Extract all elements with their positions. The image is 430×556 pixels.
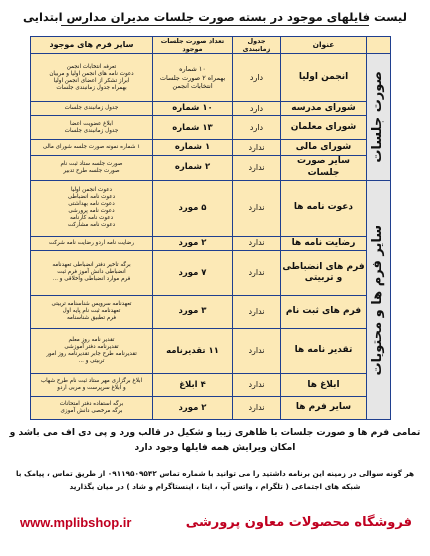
row-other-forms [31, 374, 153, 397]
row-title: انجمن اولیا [281, 54, 367, 102]
row-other-forms-line: دعوت نامه مشارکت [67, 222, 116, 229]
group-minutes [367, 54, 391, 180]
row-other-forms [31, 54, 153, 102]
table-row [31, 236, 391, 251]
row-count-line: ۱ شماره [174, 142, 211, 153]
files-table [30, 36, 391, 420]
row-count [153, 328, 233, 374]
row-other-forms-line: دعوت نامه انضباطی [67, 194, 116, 201]
row-other-forms-line: صورت جلسه طرح تدبیر [63, 167, 120, 174]
row-title: تقدیر نامه ها [281, 328, 367, 374]
row-schedule-status: ندارد [233, 328, 281, 374]
header-count: تعداد صورت جلسات موجود [153, 37, 233, 54]
row-other-forms-line: دعوت نامه های انجمن اولیا و مربیان [49, 70, 134, 77]
row-count-line: ۱۰ شماره [179, 65, 206, 74]
row-schedule-status: ندارد [233, 236, 281, 251]
row-count [153, 140, 233, 156]
page-title: لیست فایلهای موجود در بسته صورت جلسات مدیران مدارس ابتدایی [6, 6, 424, 28]
row-count [153, 374, 233, 397]
row-schedule-status: دارد [233, 101, 281, 116]
row-count-line: ۳ مورد [178, 306, 207, 317]
row-other-forms-line: ابلاغ عضویت اعضا [70, 120, 113, 127]
row-schedule-status: ندارد [233, 397, 281, 420]
row-other-forms-line: ابلاغ برگزاری مهر ستاد ثبت نام طرح شهاب [40, 378, 143, 385]
row-other-forms [31, 236, 153, 251]
row-other-forms [31, 328, 153, 374]
group-other-forms [367, 180, 391, 419]
row-other-forms [31, 180, 153, 236]
group-label: صورت جلسات [370, 71, 386, 163]
table-row [31, 374, 391, 397]
shop-website-link[interactable]: www.mplibshop.ir [20, 515, 132, 530]
row-count-line: ۲ مورد [178, 402, 207, 413]
row-other-forms-line: تعهدنامه ثبت نام پایه اول [62, 308, 121, 315]
row-other-forms-line: جدول زمانبندی جلسات [64, 105, 119, 112]
row-count-line: انتخابات انجمن [172, 81, 213, 90]
row-other-forms-line: ابراز تشکر از اعضای انجمن اولیا [53, 77, 130, 84]
row-other-forms-line: ۱ شماره نمونه صورت جلسه شورای مالی [42, 144, 141, 150]
row-count [153, 116, 233, 140]
header-schedule: جدول زمانبندی [233, 37, 281, 54]
row-schedule-status: ندارد [233, 155, 281, 180]
row-schedule-status: ندارد [233, 251, 281, 296]
row-count [153, 180, 233, 236]
row-schedule-status: ندارد [233, 140, 281, 156]
row-count [153, 101, 233, 116]
row-count-line: ۷ مورد [178, 267, 207, 278]
row-title: رضایت نامه ها [281, 236, 367, 251]
table-row [31, 397, 391, 420]
row-other-forms-line: دعوت نامه پرورشی [68, 208, 115, 215]
row-title: ابلاغ ها [281, 374, 367, 397]
table-row [31, 54, 391, 102]
row-other-forms-line: فرم تطبیق شناسنامه [66, 315, 117, 322]
table-row [31, 140, 391, 156]
group-label: سایر فرم ها و محتویات [370, 224, 386, 376]
row-count-line: بهمراه ۲ صورت جلسات [159, 73, 226, 82]
row-count-line: ۱۰ شماره [172, 103, 213, 114]
row-other-forms-line: جدول زمانبندی جلسات [64, 127, 119, 134]
row-schedule-status: ندارد [233, 180, 281, 236]
row-title: سایر صورت جلسات [281, 155, 367, 180]
row-other-forms [31, 251, 153, 296]
row-count-line: ۵ مورد [178, 202, 207, 213]
table-header-row [31, 37, 391, 54]
shop-name: فروشگاه محصولات معاون پرورشی [185, 515, 412, 530]
header-group-spacer [367, 37, 391, 54]
table-row [31, 251, 391, 296]
row-other-forms [31, 397, 153, 420]
header-other-forms: سایر فرم های موجود [31, 37, 153, 54]
row-other-forms-line: تقدیرنامه دفتر آموزشی [64, 344, 119, 351]
row-count [153, 236, 233, 251]
row-schedule-status: ندارد [233, 374, 281, 397]
row-count-line: ۱۱ تقدیرنامه [166, 345, 219, 356]
table-row [31, 116, 391, 140]
row-other-forms-line: بهمراه جدول زمانبندی جلسات [56, 84, 127, 91]
table-row [31, 155, 391, 180]
row-other-forms-line: رضایت نامه اردو رضایت نامه شرکت [48, 239, 135, 246]
row-other-forms-line: صورت جلسه ستاد ثبت نام [60, 160, 123, 167]
row-other-forms-line: فرم موارد انضباطی واخلاقی و ... [52, 276, 131, 283]
row-other-forms [31, 155, 153, 180]
row-title: شورای معلمان [281, 116, 367, 140]
row-count [153, 397, 233, 420]
row-other-forms [31, 116, 153, 140]
row-other-forms-line: تقدیر نامه روز معلم [68, 337, 115, 344]
row-count-line: ۱۳ شماره [172, 122, 213, 133]
table-row [31, 328, 391, 374]
row-other-forms-line: تعرفه انتخابات انجمن [66, 63, 117, 70]
row-other-forms-line: دعوت نامه کارنامه [69, 215, 114, 222]
row-title: دعوت نامه ها [281, 180, 367, 236]
row-count [153, 155, 233, 180]
row-other-forms [31, 101, 153, 116]
row-schedule-status: دارد [233, 54, 281, 102]
row-title: فرم های انضباطی و تربیتی [281, 251, 367, 296]
table-row [31, 180, 391, 236]
row-other-forms-line: برگه مرخصی دانش آموزی [60, 408, 123, 415]
row-count-line: ۲ شماره [174, 162, 211, 173]
row-other-forms [31, 140, 153, 156]
row-other-forms [31, 295, 153, 328]
table-row [31, 295, 391, 328]
row-other-forms-line: انضباطی دانش آموز فرم ثبت [57, 269, 126, 276]
table-row [31, 101, 391, 116]
row-title: شورای مدرسه [281, 101, 367, 116]
row-other-forms-line: برگه تاخیر دفتر انضباطی تعهدنامه [52, 262, 131, 269]
footer-note: تمامی فرم ها و صورت جلسات با ظاهری زیبا و شکیل در قالب ورد و پی دی اف می باشد و امکان ویرایش همه فایلها وجود دارد [9, 427, 421, 453]
row-title: فرم های ثبت نام [281, 295, 367, 328]
row-other-forms-line: برگه استفاده دفتر امتحانات [59, 401, 124, 408]
row-count [153, 251, 233, 296]
row-other-forms-line: دعوت انجمن اولیا [70, 187, 113, 194]
row-count-line: ۲ مورد [178, 238, 207, 248]
row-other-forms-line: تعهدنامه سرویس شناسنامه تربیتی [51, 301, 132, 308]
contact-info: هر گونه سوالی در زمینه این برنامه داشتید را می توانید با شماره تماس ۰۹۱۱۹۵۰۹۵۴۲ از طریق تماس ، پیامک با شبکه های اجتماعی ( تلگرام ، واتس آپ ، ایتا ، اینستاگرام و شاد ) در میان بگذارید [15, 469, 415, 491]
row-other-forms-line: دعوت نامه بهداشتی [68, 201, 115, 208]
row-other-forms-line: و ابلاغ سرپرست و مربی اردو [57, 385, 126, 392]
row-schedule-status: دارد [233, 116, 281, 140]
row-count [153, 295, 233, 328]
row-other-forms-line: تربیتی و ... [78, 358, 105, 365]
row-title: شورای مالی [281, 140, 367, 156]
row-count-line: ۴ ابلاغ [179, 379, 206, 390]
row-title: سایر فرم ها [281, 397, 367, 420]
row-schedule-status: ندارد [233, 295, 281, 328]
row-other-forms-line: تقدیرنامه طرح جابر تقدیرنامه روز امور [46, 351, 137, 358]
header-title: عنوان [281, 37, 367, 54]
row-count [153, 54, 233, 102]
